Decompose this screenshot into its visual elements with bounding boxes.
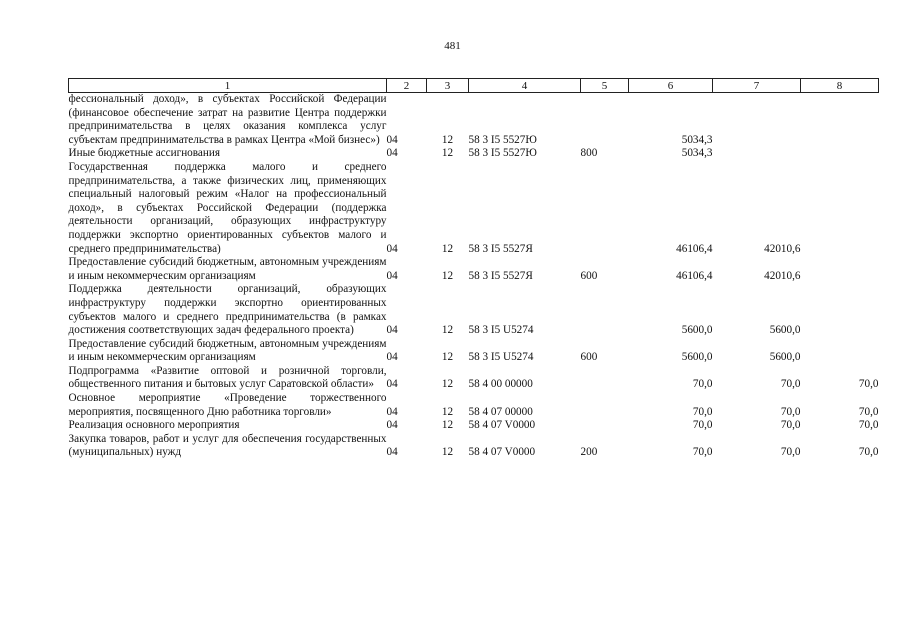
table-row <box>69 419 879 433</box>
table-row <box>69 283 879 337</box>
row-section: 04 <box>386 351 398 364</box>
row-subsection: 12 <box>441 324 454 337</box>
row-value-7: 42010,6 <box>764 269 801 282</box>
row-name: Государственная поддержка малого и среднего предпринимательства, а также физических лиц, применяющих специальный налоговый режим «Налог на профессиональный доход», в субъектах Российской Федерации (поддержка деятельности организаций, образующих инфраструктуру поддержки экспортно ориентированных субъектов малого и среднего предпринимательства) <box>68 160 387 255</box>
column-header-5: 5 <box>581 79 629 93</box>
row-value-7 <box>713 93 801 148</box>
row-expense-type <box>581 392 629 419</box>
row-value-7: 70,0 <box>780 405 801 418</box>
row-expense-type: 800 <box>580 147 598 160</box>
row-subsection: 12 <box>441 378 454 391</box>
row-value-7: 70,0 <box>780 446 801 459</box>
row-section: 04 <box>386 147 398 160</box>
row-target-code: 58 3 I5 5527Ю <box>468 147 537 160</box>
row-value-8 <box>801 256 879 283</box>
budget-table <box>68 78 879 460</box>
table-row <box>69 433 879 460</box>
row-section: 04 <box>386 324 398 337</box>
column-header-2: 2 <box>387 79 427 93</box>
row-value-7: 70,0 <box>780 419 801 432</box>
column-header-4: 4 <box>469 79 581 93</box>
table-row <box>69 392 879 419</box>
table-row <box>69 338 879 365</box>
row-value-7: 5600,0 <box>769 324 801 337</box>
row-value-8 <box>801 147 879 161</box>
row-expense-type: 600 <box>580 351 598 364</box>
row-name: Предоставление субсидий бюджетным, автономным учреждениям и иным некоммерческим организациям <box>68 256 387 282</box>
table-row <box>69 147 879 161</box>
row-section: 04 <box>386 378 398 391</box>
row-value-8 <box>801 93 879 148</box>
row-expense-type <box>581 419 629 433</box>
row-target-code: 58 3 I5 5527Ю <box>468 133 537 146</box>
row-subsection: 12 <box>441 446 454 459</box>
row-value-6: 5600,0 <box>681 324 713 337</box>
column-header-6: 6 <box>629 79 713 93</box>
page-number: 481 <box>444 40 461 52</box>
row-name: Поддержка деятельности организаций, образующих инфраструктуру поддержки экспортно ориентированных субъектов малого и среднего предпринимательства (в рамках достижения соответствующих задач федерального проекта) <box>68 283 387 337</box>
table-row <box>69 365 879 392</box>
row-expense-type <box>581 283 629 337</box>
row-target-code: 58 4 07 00000 <box>468 405 533 418</box>
row-expense-type <box>581 365 629 392</box>
row-value-8: 70,0 <box>858 405 879 418</box>
row-subsection: 12 <box>441 405 454 418</box>
row-section: 04 <box>386 133 398 146</box>
row-name: Закупка товаров, работ и услуг для обеспечения государственных (муниципальных) нужд <box>68 432 387 459</box>
row-value-6: 46106,4 <box>676 269 713 282</box>
column-header-7: 7 <box>713 79 801 93</box>
row-value-6: 46106,4 <box>676 242 713 255</box>
row-expense-type <box>581 161 629 256</box>
table-header-row <box>69 79 879 93</box>
table-row <box>69 256 879 283</box>
row-value-6: 5034,3 <box>681 133 713 146</box>
row-value-8: 70,0 <box>858 378 879 391</box>
row-value-7: 5600,0 <box>769 351 801 364</box>
row-value-7 <box>713 147 801 161</box>
row-subsection: 12 <box>441 351 454 364</box>
row-name: Реализация основного мероприятия <box>68 419 240 432</box>
row-expense-type: 200 <box>580 446 598 459</box>
row-expense-type <box>581 93 629 148</box>
row-target-code: 58 3 I5 5527Я <box>468 269 533 282</box>
row-name: Иные бюджетные ассигнования <box>68 147 220 160</box>
row-subsection: 12 <box>441 147 454 160</box>
row-target-code: 58 3 I5 U5274 <box>468 351 534 364</box>
row-value-6: 70,0 <box>692 405 713 418</box>
row-value-6: 5034,3 <box>681 147 713 160</box>
row-subsection: 12 <box>441 419 454 432</box>
row-target-code: 58 3 I5 U5274 <box>468 324 534 337</box>
table-row <box>69 93 879 148</box>
row-section: 04 <box>386 269 398 282</box>
row-target-code: 58 3 I5 5527Я <box>468 242 533 255</box>
row-name: Основное мероприятие «Проведение торжественного мероприятия, посвященного Дню работника торговли» <box>68 392 387 418</box>
row-name: Подпрограмма «Развитие оптовой и розничной торговли, общественного питания и бытовых услуг Саратовской области» <box>68 364 387 391</box>
row-section: 04 <box>386 419 398 432</box>
row-value-8: 70,0 <box>858 446 879 459</box>
row-value-6: 70,0 <box>692 378 713 391</box>
row-section: 04 <box>386 446 398 459</box>
row-value-7: 42010,6 <box>764 242 801 255</box>
row-value-8 <box>801 161 879 256</box>
row-subsection: 12 <box>441 242 454 255</box>
row-target-code: 58 4 07 V0000 <box>468 446 536 459</box>
row-section: 04 <box>386 242 398 255</box>
row-value-8 <box>801 338 879 365</box>
row-value-7: 70,0 <box>780 378 801 391</box>
column-header-8: 8 <box>801 79 879 93</box>
table-row <box>69 161 879 256</box>
row-section: 04 <box>386 405 398 418</box>
column-header-3: 3 <box>427 79 469 93</box>
row-expense-type: 600 <box>580 269 598 282</box>
row-subsection: 12 <box>441 133 454 146</box>
row-value-8 <box>801 283 879 337</box>
row-subsection: 12 <box>441 269 454 282</box>
column-header-1: 1 <box>69 79 387 93</box>
row-value-6: 70,0 <box>692 446 713 459</box>
row-name: Предоставление субсидий бюджетным, автономным учреждениям и иным некоммерческим организациям <box>68 337 387 364</box>
row-target-code: 58 4 00 00000 <box>468 378 533 391</box>
row-name: фессиональный доход», в субъектах Российской Федерации (финансовое обеспечение затрат на развитие Центра поддержки предпринимательства в целях оказания комплекса услуг субъектам предпринимательства в рамках Центра «Мой бизнес») <box>68 93 387 146</box>
row-value-6: 70,0 <box>692 419 713 432</box>
row-target-code: 58 4 07 V0000 <box>468 419 536 432</box>
row-value-8: 70,0 <box>858 419 879 432</box>
row-value-6: 5600,0 <box>681 351 713 364</box>
